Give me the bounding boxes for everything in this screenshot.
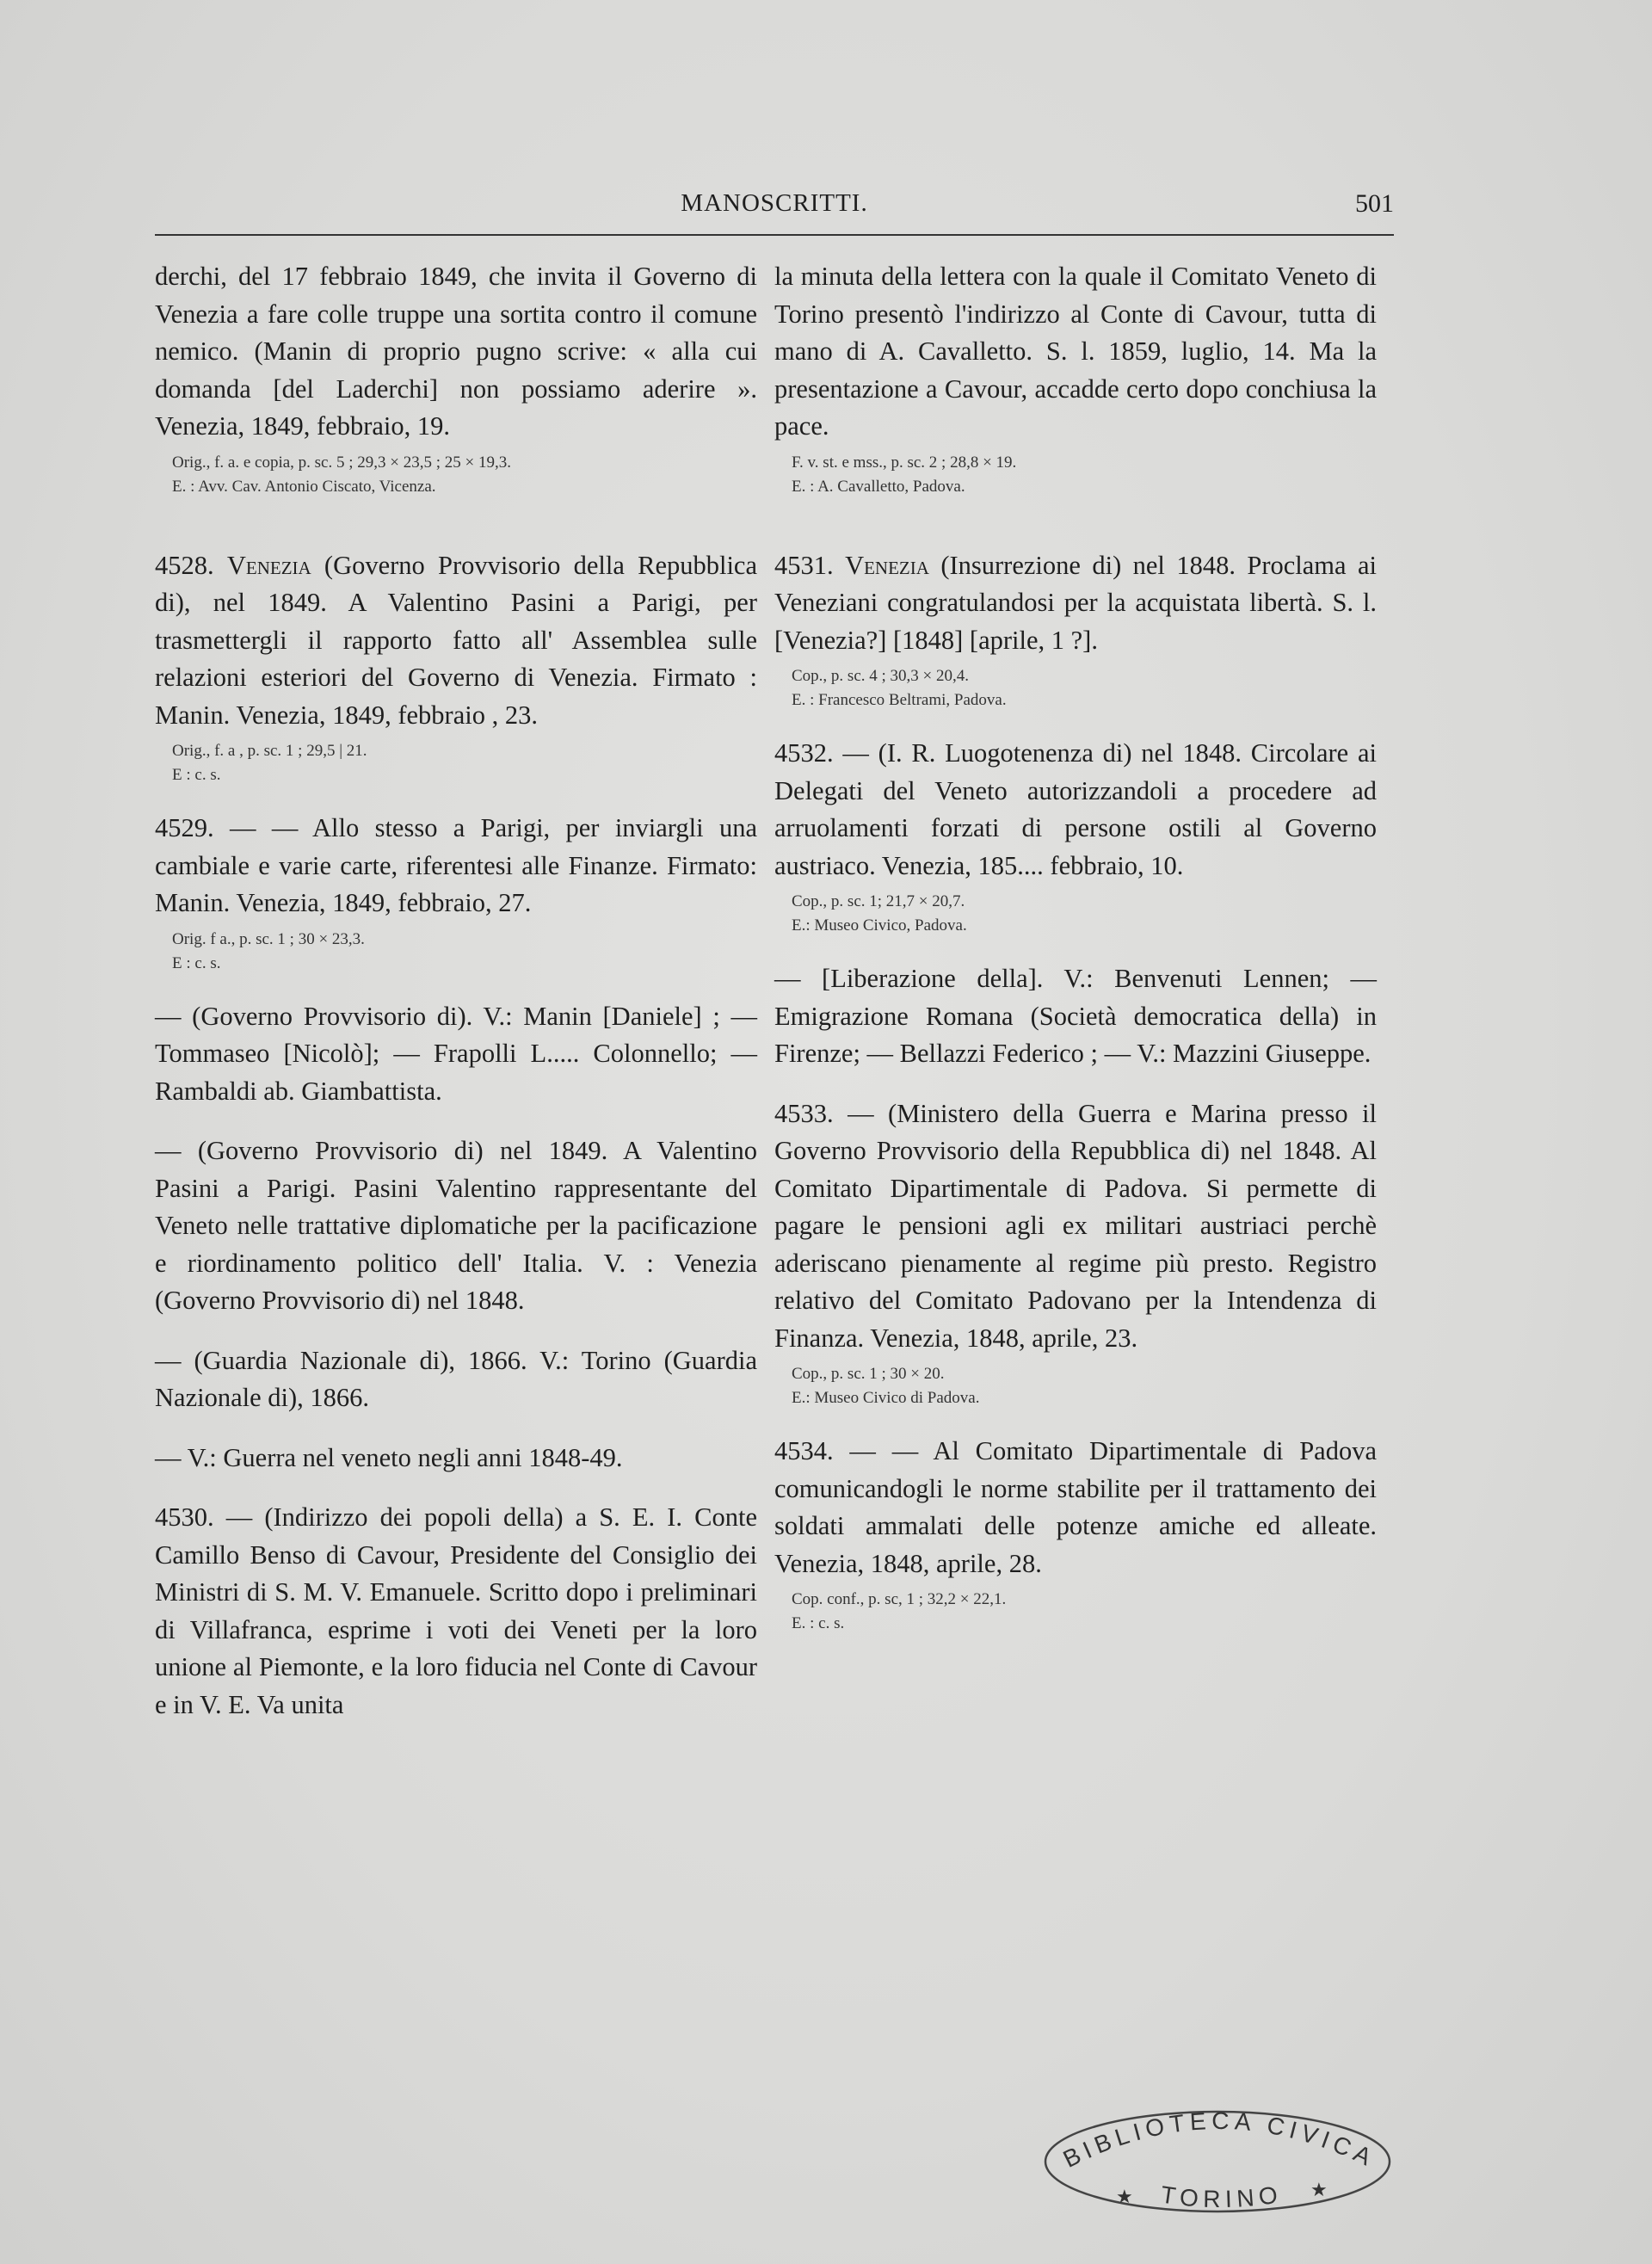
entry-meta-line: Orig., f. a , p. sc. 1 ; 29,5 | 21. <box>172 742 367 760</box>
entry-text <box>774 1095 1377 1358</box>
library-stamp <box>1037 2100 1398 2220</box>
entry-number: 4533. <box>774 1098 834 1128</box>
stamp-bottom-text: TORINO <box>1159 2181 1285 2213</box>
entry-text: — (Guardia Nazionale di), 1866. V.: Torino (Guardia Nazionale di), 1866. <box>155 1345 757 1412</box>
entry-meta <box>792 1362 1377 1410</box>
stamp-graphic <box>1037 2100 1398 2220</box>
entry-body: — — Al Comitato Dipartimentale di Padova comunicandogli le norme stabilite per il trattamento dei soldati ammalati delle potenze amiche ed alleate. Venezia, 1848, aprile, 28. <box>774 1436 1377 1578</box>
entry-text: — (Governo Provvisorio di) nel 1849. A Valentino Pasini a Parigi. Pasini Valentino rappresentante del Veneto nelle trattative diplomatiche per la pacificazione e riordinamento politico dell' Italia. V. : Venezia (Governo Provvisorio di) nel 1848. <box>155 1136 757 1315</box>
star-icon: ★ <box>1310 2179 1328 2200</box>
entry-number: 4531. <box>774 550 834 580</box>
star-icon: ★ <box>1116 2186 1133 2207</box>
entry-text <box>155 810 757 922</box>
entry-meta-line: E : c. s. <box>172 766 221 784</box>
left-column <box>155 258 757 1746</box>
entry-text <box>774 547 1377 660</box>
catalog-entry <box>774 258 1377 499</box>
entry-meta-line: E. : c. s. <box>792 1614 845 1632</box>
catalog-entry <box>155 810 757 976</box>
entry-body: — (Ministero della Guerra e Marina presso il Governo Provvisorio della Repubblica di) nel 1848. Al Comitato Dipartimentale di Padova. Si permette di pagare le pensioni agli ex militari austriaci perchè aderiscano pienamente al regime più presto. Registro relativo del Comitato Padovano per la Intendenza di Finanza. Venezia, 1848, aprile, 23. <box>774 1098 1377 1353</box>
entry-meta-line: Orig., f. a. e copia, p. sc. 5 ; 29,3 × 23,5 ; 25 × 19,3. <box>172 453 511 472</box>
cross-reference <box>155 1440 757 1477</box>
entry-text: la minuta della lettera con la quale il Comitato Veneto di Torino presentò l'indirizzo al Conte di Cavour, tutta di mano di A. Cavalletto. S. l. 1859, luglio, 14. Ma la presentazione a Cavour, accadde certo dopo conchiusa la pace. <box>774 262 1377 441</box>
entry-meta-line: Cop., p. sc. 4 ; 30,3 × 20,4. <box>792 667 969 685</box>
catalog-entry <box>774 547 1377 713</box>
entry-meta-line: E. : Francesco Beltrami, Padova. <box>792 691 1007 709</box>
catalog-entry <box>155 1499 757 1724</box>
entry-meta-line: E. : Avv. Cav. Antonio Ciscato, Vicenza. <box>172 477 436 496</box>
page-header <box>155 189 1394 227</box>
entry-text: — (Governo Provvisorio di). V.: Manin [Daniele] ; — Tommaseo [Nicolò]; — Frapolli L..... Colonnello; — Rambaldi ab. Giambattista. <box>155 1001 757 1106</box>
entry-lead: Venezia <box>226 550 311 580</box>
entry-body: (Insurrezione di) nel 1848. Proclama ai Veneziani congratulandosi per la acquistata libertà. S. l. [Venezia?] [1848] [aprile, 1 ?]. <box>774 550 1378 655</box>
entry-meta <box>792 1588 1377 1636</box>
header-rule <box>155 234 1394 236</box>
entry-lead: Venezia <box>845 550 929 580</box>
stamp-top-text: BIBLIOTECA CIVICA <box>1058 2107 1381 2173</box>
catalog-entry <box>774 735 1377 938</box>
page-number: 501 <box>1355 189 1394 218</box>
entry-text <box>155 547 757 735</box>
entry-text <box>774 735 1377 885</box>
entry-text <box>774 1433 1377 1582</box>
entry-meta <box>172 451 757 499</box>
entry-text <box>155 1499 757 1724</box>
entry-meta <box>172 739 757 787</box>
entry-meta <box>172 928 757 976</box>
entry-meta-line: F. v. st. e mss., p. sc. 2 ; 28,8 × 19. <box>792 453 1017 472</box>
entry-meta-line: Cop. conf., p. sc, 1 ; 32,2 × 22,1. <box>792 1590 1007 1608</box>
entry-number: 4534. <box>774 1436 834 1465</box>
entry-number: 4529. <box>155 813 214 842</box>
catalog-entry <box>155 258 757 499</box>
cross-reference <box>155 1342 757 1417</box>
entry-number: 4528. <box>155 550 214 580</box>
right-column <box>774 258 1377 1658</box>
cross-reference <box>774 960 1377 1073</box>
entry-body: — (I. R. Luogotenenza di) nel 1848. Circolare ai Delegati del Veneto autorizzandoli a procedere ad arruolamenti forzati di persone ostili al Governo austriaco. Venezia, 185.... febbraio, 10. <box>774 738 1377 880</box>
entry-number: 4532. <box>774 738 834 768</box>
running-title: MANOSCRITTI. <box>681 189 868 217</box>
entry-body: — (Indirizzo dei popoli della) a S. E. I. Conte Camillo Benso di Cavour, Presidente del Consiglio dei Ministri di S. M. V. Emanuele. Scritto dopo i preliminari di Villafranca, esprime i voti dei Veneti per la loro unione al Piemonte, e la loro fiducia nel Conte di Cavour e in V. E. Va unita <box>155 1502 757 1719</box>
entry-meta-line: E.: Museo Civico di Padova. <box>792 1389 980 1407</box>
catalog-entry <box>774 1433 1377 1636</box>
catalog-entry <box>155 547 757 788</box>
entry-text: — V.: Guerra nel veneto negli anni 1848-49. <box>155 1442 623 1472</box>
entry-meta-line: E : c. s. <box>172 953 221 972</box>
entry-text: — [Liberazione della]. V.: Benvenuti Lennen; — Emigrazione Romana (Società democratica della) in Firenze; — Bellazzi Federico ; — V.: Mazzini Giuseppe. <box>774 964 1377 1068</box>
entry-number: 4530. <box>155 1502 214 1532</box>
entry-meta <box>792 890 1377 938</box>
cross-reference <box>155 1132 757 1320</box>
entry-body: — — Allo stesso a Parigi, per inviargli una cambiale e varie carte, riferentesi alle Finanze. Firmato: Manin. Venezia, 1849, febbraio, 27. <box>155 813 757 917</box>
entry-meta-line: E. : A. Cavalletto, Padova. <box>792 477 965 496</box>
entry-body: (Governo Provvisorio della Repubblica di), nel 1849. A Valentino Pasini a Parigi, per trasmettergli il rapporto fatto all' Assemblea sulle relazioni esteriori del Governo di Venezia. Firmato : Manin. Venezia, 1849, febbraio , 23. <box>155 550 757 730</box>
entry-meta-line: E.: Museo Civico, Padova. <box>792 916 967 935</box>
entry-meta-line: Orig. f a., p. sc. 1 ; 30 × 23,3. <box>172 929 365 948</box>
cross-reference <box>155 998 757 1111</box>
entry-meta-line: Cop., p. sc. 1; 21,7 × 20,7. <box>792 892 965 910</box>
entry-text: derchi, del 17 febbraio 1849, che invita il Governo di Venezia a fare colle truppe una sortita contro il comune nemico. (Manin di proprio pugno scrive: « alla cui domanda [del Laderchi] non possiamo aderire ». Venezia, 1849, febbraio, 19. <box>155 262 757 441</box>
entry-meta <box>792 664 1377 713</box>
entry-meta-line: Cop., p. sc. 1 ; 30 × 20. <box>792 1365 945 1383</box>
entry-meta <box>792 451 1377 499</box>
catalog-entry <box>774 1095 1377 1411</box>
